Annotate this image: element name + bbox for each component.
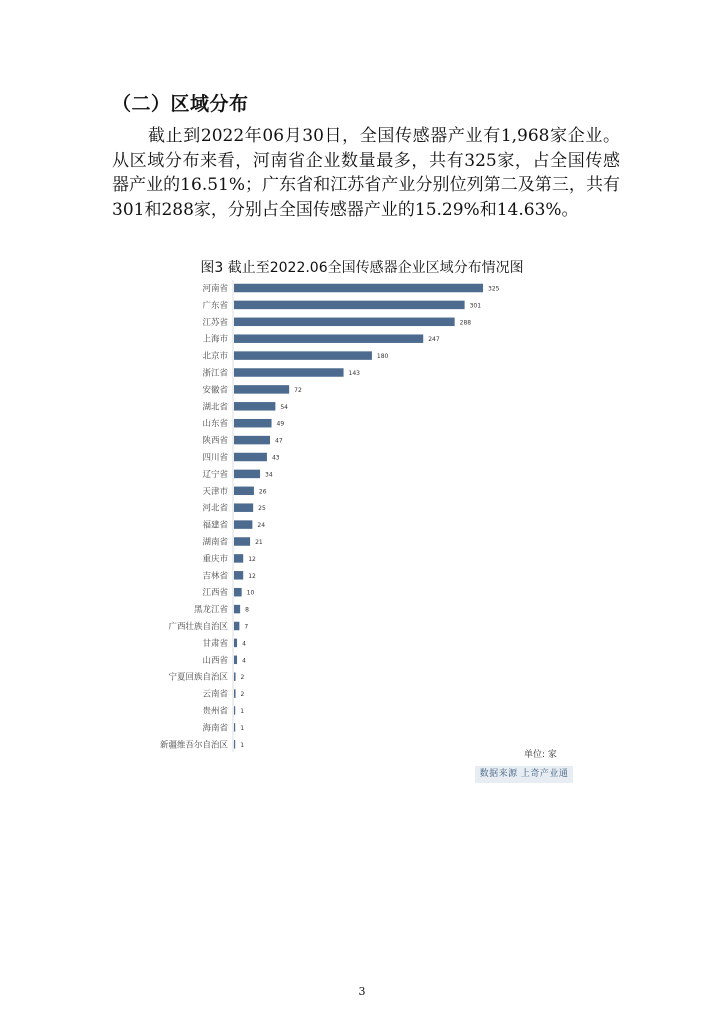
bar: [234, 419, 272, 428]
bar: [234, 284, 483, 293]
category-tick-label: 北京市: [202, 351, 228, 362]
bar: [234, 706, 235, 715]
bar-value-label: 2: [240, 691, 245, 699]
category-tick-label: 广东省: [202, 300, 228, 311]
bar: [234, 656, 237, 665]
bar: [234, 588, 242, 597]
bar-value-label: 12: [248, 555, 256, 563]
figure-caption: 图3 截止至2022.06全国传感器企业区域分布情况图: [200, 260, 524, 276]
bar: [234, 689, 236, 698]
category-tick-label: 陕西省: [202, 436, 228, 447]
bar-value-label: 47: [275, 437, 283, 445]
category-tick-label: 上海市: [202, 334, 228, 345]
bar: [234, 385, 289, 394]
bar-value-label: 12: [248, 572, 256, 580]
bar: [234, 334, 423, 343]
bar: [234, 470, 260, 479]
category-tick-label: 山西省: [202, 655, 228, 666]
bar: [234, 622, 239, 631]
category-tick-label: 安徽省: [202, 385, 228, 396]
category-tick-label: 福建省: [202, 520, 228, 531]
bar: [234, 351, 372, 360]
bar-value-label: 4: [242, 640, 246, 648]
category-tick-label: 云南省: [202, 689, 228, 700]
category-tick-label: 山东省: [202, 419, 228, 430]
bar: [234, 436, 270, 445]
section-heading: （二）区域分布: [112, 93, 249, 115]
category-tick-label: 河南省: [202, 284, 228, 294]
bar: [234, 402, 275, 411]
category-tick-label: 四川省: [202, 453, 228, 463]
bar-value-label: 247: [428, 336, 440, 344]
category-tick-label: 河北省: [202, 503, 228, 514]
bar-value-label: 143: [348, 370, 361, 377]
bar: [234, 605, 240, 614]
bar: [234, 537, 250, 546]
category-tick-label: 贵州省: [202, 706, 228, 717]
bar: [234, 639, 237, 648]
bar-value-label: 180: [376, 353, 389, 361]
bar: [234, 368, 344, 377]
bar: [234, 520, 252, 529]
bar-value-label: 325: [488, 285, 500, 293]
bar-value-label: 1: [240, 708, 245, 715]
unit-label: 单位: 家: [524, 750, 557, 760]
bar-value-label: 7: [244, 623, 249, 631]
category-tick-label: 宁夏回族自治区: [168, 672, 228, 683]
bar-value-label: 21: [255, 539, 263, 546]
bar: [234, 487, 254, 496]
bar: [234, 672, 236, 681]
body-paragraph: 截止到2022年06月30日，全国传感器产业有1,968家企业。从区域分布来看，河南省企业数量最多，共有325家，占全国传感器产业的16.51%；广东省和江苏省产业分别位列第二及第三，共有301和288家，分别占全国传感器产业的15.29%和14.63%。: [112, 126, 620, 220]
bar-value-label: 288: [459, 319, 472, 327]
bar: [234, 571, 243, 580]
bar-value-label: 43: [271, 454, 280, 462]
page-number: 3: [358, 985, 366, 998]
category-tick-label: 重庆市: [202, 554, 228, 565]
category-tick-label: 辽宁省: [202, 469, 228, 480]
category-tick-label: 新疆维吾尔自治区: [159, 740, 228, 751]
bar: [234, 301, 465, 310]
category-tick-label: 湖北省: [202, 402, 228, 413]
bar: [234, 453, 267, 462]
category-tick-label: 天津市: [202, 486, 228, 497]
bar-value-label: 49: [276, 420, 285, 428]
bar-value-label: 301: [469, 302, 482, 310]
bar-value-label: 26: [258, 488, 267, 496]
category-tick-label: 浙江省: [202, 368, 228, 379]
bar: [234, 740, 235, 749]
bar-value-label: 1: [240, 724, 245, 732]
bar-value-label: 10: [246, 589, 255, 597]
category-tick-label: 湖南省: [202, 537, 228, 548]
bar-value-label: 1: [240, 741, 245, 749]
bar: [234, 318, 455, 327]
category-tick-label: 江苏省: [202, 317, 228, 328]
bar-value-label: 25: [258, 505, 266, 513]
category-tick-label: 吉林省: [202, 571, 228, 582]
bar: [234, 723, 235, 732]
category-tick-label: 江西省: [202, 588, 228, 599]
bar-value-label: 54: [280, 403, 289, 411]
category-tick-label: 黑龙江省: [193, 605, 228, 616]
bar-value-label: 4: [242, 657, 246, 665]
data-source-label: 数据来源 上奇产业通: [475, 766, 573, 783]
category-tick-label: 海南省: [202, 723, 228, 734]
category-tick-label: 广西壮族自治区: [168, 622, 228, 632]
bar-value-label: 72: [294, 386, 302, 394]
category-tick-label: 甘肃省: [202, 638, 228, 649]
bar: [234, 503, 253, 512]
bar-value-label: 34: [265, 471, 273, 479]
bar-value-label: 2: [240, 674, 245, 682]
bar-value-label: 8: [245, 606, 249, 614]
bar-value-label: 24: [257, 522, 266, 530]
bar: [234, 554, 243, 563]
